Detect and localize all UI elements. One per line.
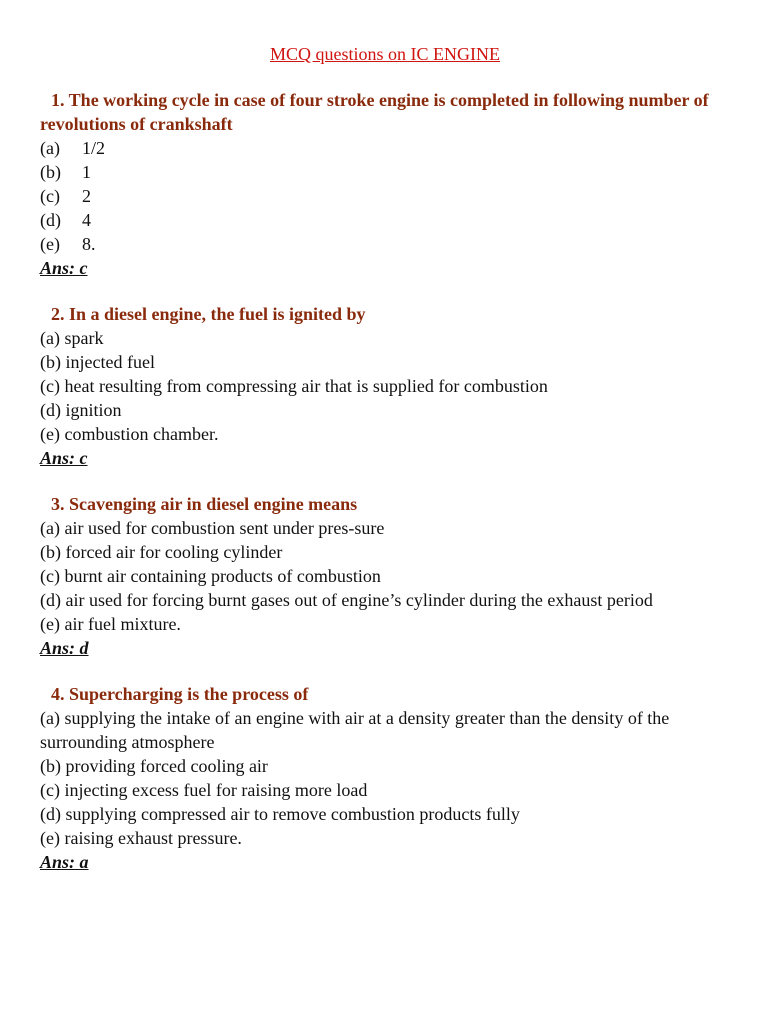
answer: Ans: d	[40, 638, 89, 658]
option-e: (e) raising exhaust pressure.	[40, 828, 242, 848]
option-e: (e) combustion chamber.	[40, 424, 219, 444]
option-text: 2	[82, 186, 91, 206]
option-d: (d) ignition	[40, 400, 122, 420]
answer: Ans: c	[40, 258, 88, 278]
question-3	[40, 492, 730, 660]
option-d: (d) air used for forcing burnt gases out of engine’s cylinder during the exhaust period	[40, 590, 653, 610]
option-letter: (e)	[40, 234, 60, 254]
option-a	[40, 136, 730, 160]
option-b: (b) injected fuel	[40, 352, 155, 372]
option-d	[40, 208, 730, 232]
option-text: 1	[82, 162, 91, 182]
question-1	[40, 88, 730, 280]
option-c: (c) burnt air containing products of combustion	[40, 566, 381, 586]
option-a: (a) spark	[40, 328, 104, 348]
option-e	[40, 232, 730, 256]
answer: Ans: c	[40, 448, 88, 468]
option-a: (a) supplying the intake of an engine with air at a density greater than the density of the surrounding atmosphere	[40, 708, 670, 752]
answer: Ans: a	[40, 852, 89, 872]
question-text: 4. Supercharging is the process of	[51, 684, 309, 704]
option-b: (b) forced air for cooling cylinder	[40, 542, 283, 562]
question-4	[40, 682, 730, 874]
option-b: (b) providing forced cooling air	[40, 756, 268, 776]
question-text: 2. In a diesel engine, the fuel is ignited by	[51, 304, 366, 324]
option-a: (a) air used for combustion sent under pres-sure	[40, 518, 385, 538]
option-text: 8.	[82, 234, 96, 254]
option-text: 1/2	[82, 138, 106, 158]
question-text: 1. The working cycle in case of four stroke engine is completed in following number of revolutions of crankshaft	[40, 90, 709, 134]
document-page	[40, 42, 730, 896]
option-letter: (d)	[40, 210, 61, 230]
option-d: (d) supplying compressed air to remove combustion products fully	[40, 804, 520, 824]
option-letter: (c)	[40, 186, 60, 206]
question-text: 3. Scavenging air in diesel engine means	[51, 494, 358, 514]
option-letter: (b)	[40, 162, 61, 182]
option-e: (e) air fuel mixture.	[40, 614, 181, 634]
option-c	[40, 184, 730, 208]
option-c: (c) injecting excess fuel for raising more load	[40, 780, 368, 800]
question-2	[40, 302, 730, 470]
option-c: (c) heat resulting from compressing air that is supplied for combustion	[40, 376, 548, 396]
option-b	[40, 160, 730, 184]
option-text: 4	[82, 210, 91, 230]
option-letter: (a)	[40, 138, 60, 158]
document-title: MCQ questions on IC ENGINE	[270, 44, 500, 64]
